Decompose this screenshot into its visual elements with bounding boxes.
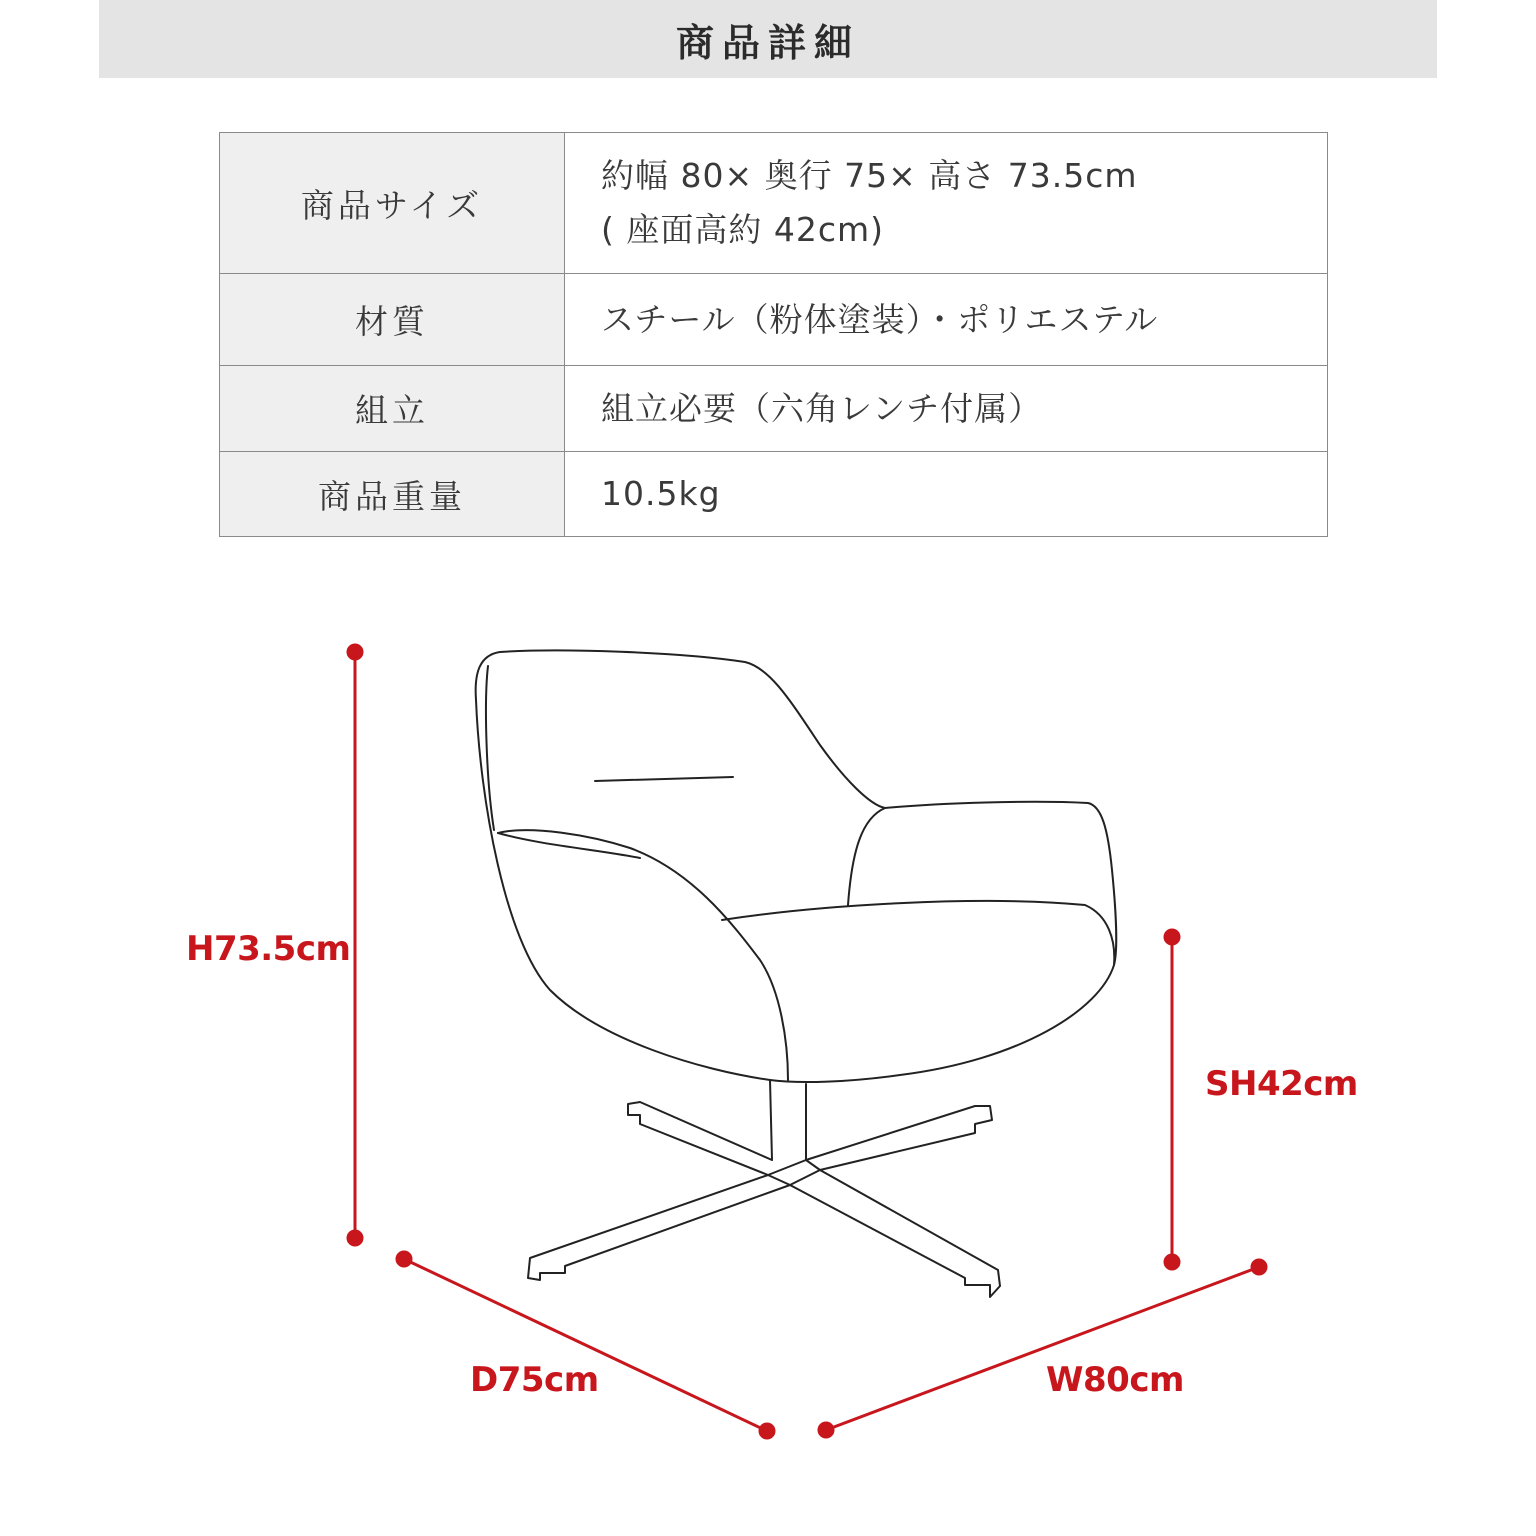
chair-right-armrest <box>885 802 1116 965</box>
dimension-lines <box>348 645 1266 1438</box>
spec-label-weight: 商品重量 <box>220 452 565 537</box>
chair-base-leg-back-left <box>628 1102 772 1175</box>
spec-label-assembly: 組立 <box>220 366 565 452</box>
chair-base-hub <box>768 1160 820 1185</box>
dimension-dot <box>819 1423 833 1437</box>
depth-dimension-line <box>404 1259 767 1431</box>
dimension-dot <box>760 1424 774 1438</box>
chair-base-leg-front-right <box>790 1170 1000 1297</box>
height-label: H73.5cm <box>186 929 351 969</box>
dimension-dot <box>397 1252 411 1266</box>
spec-value-line: スチール（粉体塗装）・ポリエステル <box>601 299 1159 339</box>
spec-value-line: ( 座面高約 42cm) <box>601 210 885 249</box>
chair-base-leg-back-right <box>806 1106 992 1170</box>
seat-height-label: SH42cm <box>1205 1064 1358 1104</box>
spec-label-size: 商品サイズ <box>220 133 565 274</box>
chair-seat <box>722 901 1114 1082</box>
spec-label-material: 材質 <box>220 274 565 366</box>
chair-stitch-line <box>595 777 733 781</box>
chair-base-leg-front-left <box>528 1175 790 1280</box>
chair-left-armrest <box>498 830 788 1080</box>
spec-value-line: 10.5kg <box>601 474 721 513</box>
chair-back-shell <box>476 650 885 1080</box>
dimension-dot <box>348 1231 362 1245</box>
page-title: 商品詳細 <box>675 20 860 65</box>
dimension-dot <box>1252 1260 1266 1274</box>
spec-value-line: 約幅 80× 奥行 75× 高さ 73.5cm <box>601 156 1138 195</box>
width-dimension-line <box>826 1267 1259 1430</box>
chair-right-armrest-inner <box>848 808 885 905</box>
width-label: W80cm <box>1046 1360 1184 1400</box>
dimension-dot <box>1165 1255 1179 1269</box>
dimension-dot <box>348 645 362 659</box>
chair-stem <box>770 1080 806 1160</box>
spec-value-line: 組立必要（六角レンチ付属） <box>601 388 1043 428</box>
chair-illustration <box>476 650 1117 1297</box>
dimension-dot <box>1165 930 1179 944</box>
depth-label: D75cm <box>470 1360 599 1400</box>
